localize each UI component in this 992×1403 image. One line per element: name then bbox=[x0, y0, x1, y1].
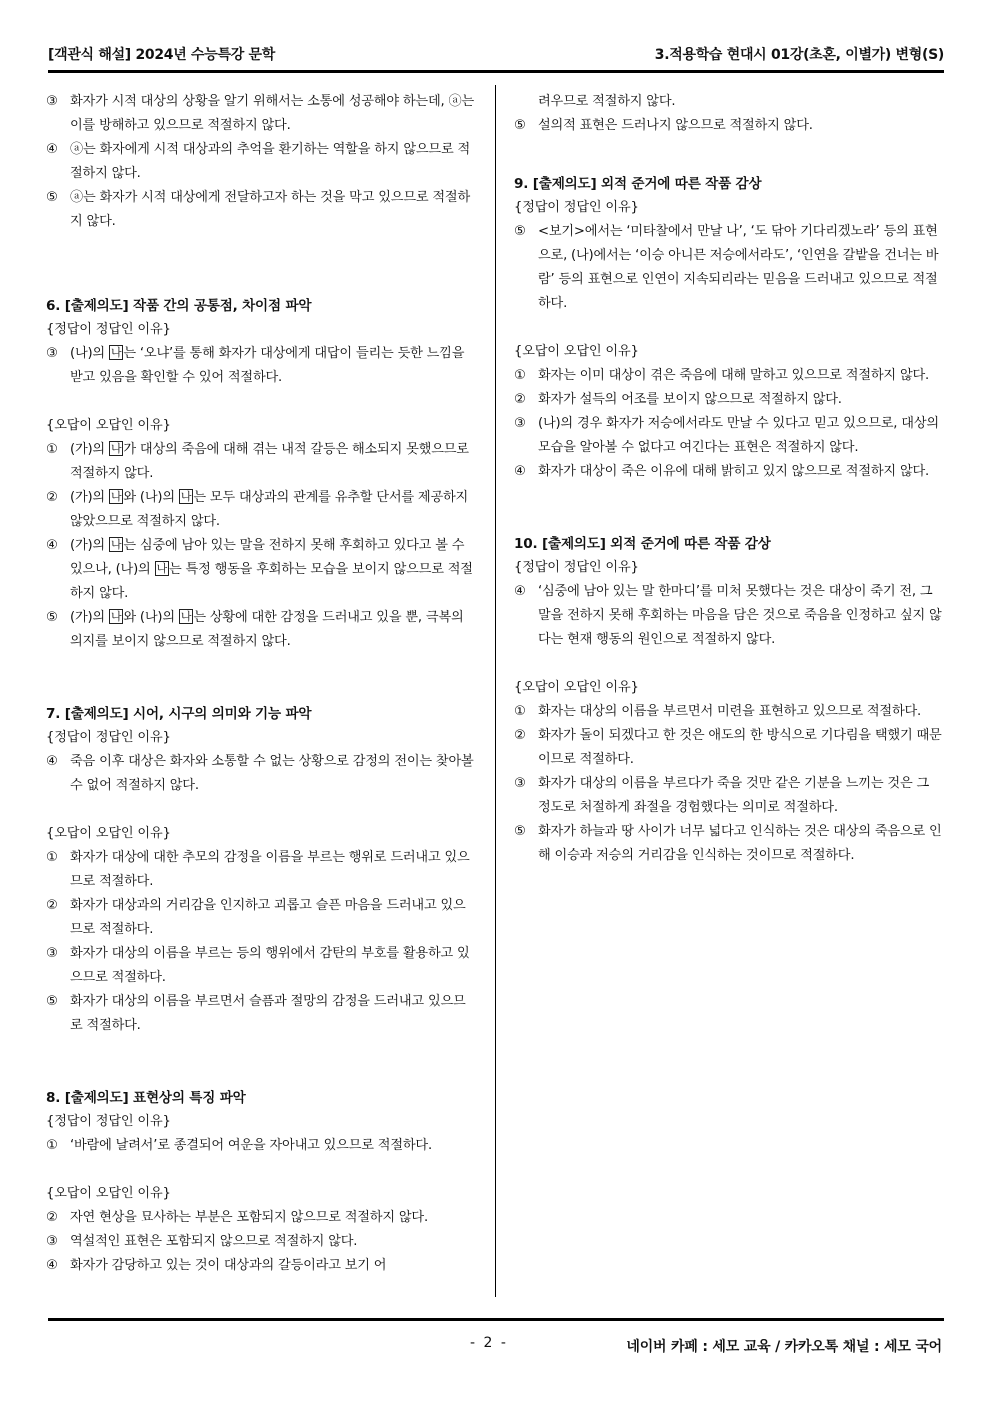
list-item: ④ ‘심중에 남아 있는 말 한마디’를 미처 못했다는 것은 대상이 죽기 전, 그 말을 전하지 못해 후회하는 마음을 담은 것으로 죽음을 인정하고 싶지 않다는 현재 행동의 원인으로 적절하지 않다. bbox=[514, 584, 942, 647]
bottom-rule bbox=[48, 1318, 944, 1321]
list-item: ③ 역설적인 표현은 포함되지 않으므로 적절하지 않다. bbox=[46, 1234, 358, 1249]
correct-label: {정답이 정답인 이유} bbox=[514, 200, 639, 215]
list-item: ④ 죽음 이후 대상은 화자와 소통할 수 없는 상황으로 감정의 전이는 찾아볼 수 없어 적절하지 않다. bbox=[46, 754, 474, 793]
header-subtitle: 3.적용학습 현대시 01강(초혼, 이별가) 변형(S) bbox=[654, 47, 944, 63]
list-item: ⑤ ⓐ는 화자가 시적 대상에게 전달하고자 하는 것을 막고 있으므로 적절하지 않다. bbox=[46, 190, 471, 229]
correct-label: {정답이 정답인 이유} bbox=[46, 1114, 171, 1129]
list-item: ② 화자가 돌이 되겠다고 한 것은 애도의 한 방식으로 기다림을 택했기 때문이므로 적절하다. bbox=[514, 728, 942, 767]
footer-credits: 네이버 카페 : 세모 교육 / 카카오톡 채널 : 세모 국어 bbox=[626, 1339, 942, 1355]
wrong-label: {오답이 오답인 이유} bbox=[46, 826, 171, 841]
list-item: ④ (가)의 나 는 심중에 남아 있는 말을 전하지 못해 후회하고 있다고 볼 수 있으나, (나)의 나 는 특정 행동을 후회하는 모습을 보이지 않으므로 적절하지 않다. bbox=[46, 538, 473, 601]
list-item-continued: 려우므로 적절하지 않다. bbox=[538, 94, 676, 109]
left-column bbox=[46, 90, 476, 1278]
boxed-na: 나 bbox=[110, 490, 122, 503]
correct-label: {정답이 정답인 이유} bbox=[514, 560, 639, 575]
list-item: ⑤ 화자가 대상의 이름을 부르면서 슬픔과 절망의 감정을 드러내고 있으므로 적절하다. bbox=[46, 994, 466, 1033]
boxed-na: 나 bbox=[180, 610, 192, 623]
list-item: ⑤ (가)의 나 와 (나)의 나 는 상황에 대한 감정을 드러내고 있을 뿐, 극복의 의지를 보이지 않으므로 적절하지 않다. bbox=[46, 610, 464, 649]
right-column bbox=[514, 90, 944, 868]
list-item: ⑤ 화자가 하늘과 땅 사이가 너무 넓다고 인식하는 것은 대상의 죽음으로 인해 이승과 저승의 거리감을 인식하는 것이므로 적절하다. bbox=[514, 824, 942, 863]
header-title: [객관식 해설] 2024년 수능특강 문학 bbox=[48, 47, 275, 63]
wrong-label: {오답이 오답인 이유} bbox=[514, 680, 639, 695]
list-item: ② 화자가 대상과의 거리감을 인지하고 괴롭고 슬픈 마음을 드러내고 있으므로 적절하다. bbox=[46, 898, 466, 937]
list-item: ② 자연 현상을 묘사하는 부분은 포함되지 않으므로 적절하지 않다. bbox=[46, 1210, 428, 1225]
list-item: ① ‘바람에 날려서’로 종결되어 여운을 자아내고 있으므로 적절하다. bbox=[46, 1138, 432, 1153]
list-item: ① 화자는 이미 대상이 겪은 죽음에 대해 말하고 있으므로 적절하지 않다. bbox=[514, 368, 930, 383]
boxed-na: 나 bbox=[156, 562, 167, 575]
list-item: ① 화자는 대상의 이름을 부르면서 미련을 표현하고 있으므로 적절하다. bbox=[514, 704, 922, 719]
list-item: ④ ⓐ는 화자에게 시적 대상과의 추억을 환기하는 역할을 하지 않으므로 적절하지 않다. bbox=[46, 142, 471, 181]
question-9-title: 9. [출제의도] 외적 준거에 따른 작품 감상 bbox=[514, 176, 762, 192]
top-rule bbox=[48, 70, 944, 73]
boxed-na: 나 bbox=[110, 346, 122, 359]
list-item: ② 화자가 설득의 어조를 보이지 않으므로 적절하지 않다. bbox=[514, 392, 842, 407]
question-8-title: 8. [출제의도] 표현상의 특징 파악 bbox=[46, 1090, 246, 1106]
list-item: ② (가)의 나 와 (나)의 나 는 모두 대상과의 관계를 유추할 단서를 제공하지 않았으므로 적절하지 않다. bbox=[46, 490, 469, 529]
page-number: - 2 - bbox=[470, 1335, 508, 1351]
list-item: ① 화자가 대상에 대한 추모의 감정을 이름을 부르는 행위로 드러내고 있으므로 적절하다. bbox=[46, 850, 470, 889]
list-item: ③ 화자가 대상의 이름을 부르는 등의 행위에서 감탄의 부호를 활용하고 있으므로 적절하다. bbox=[46, 946, 470, 985]
question-6-title: 6. [출제의도] 작품 간의 공통점, 차이점 파악 bbox=[46, 298, 312, 314]
column-divider bbox=[495, 85, 496, 1297]
list-item: ① (가)의 나 가 대상의 죽음에 대해 겪는 내적 갈등은 해소되지 못했으므로 적절하지 않다. bbox=[46, 442, 469, 481]
correct-label: {정답이 정답인 이유} bbox=[46, 322, 171, 337]
boxed-na: 나 bbox=[110, 442, 122, 455]
list-item: ④ 화자가 감당하고 있는 것이 대상과의 갈등이라고 보기 어 bbox=[46, 1258, 387, 1273]
wrong-label: {오답이 오답인 이유} bbox=[46, 1186, 171, 1201]
list-item: ③ (나)의 나 는 ‘오냐’를 통해 화자가 대상에게 대답이 들리는 듯한 느낌을 받고 있음을 확인할 수 있어 적절하다. bbox=[46, 346, 465, 385]
boxed-na: 나 bbox=[110, 610, 122, 623]
list-item: ⑤ <보기>에서는 ‘미타찰에서 만날 나’, ‘도 닦아 기다리겠노라’ 등의 표현으로, (나)에서는 ‘이승 아니믄 저승에서라도’, ‘인연을 갈밭을 건너는 바람’ 등의 표현으로 인연이 지속되리라는 믿음을 드러내고 있으므로 적절하다. bbox=[514, 224, 939, 311]
list-item: ③ 화자가 시적 대상의 상황을 알기 위해서는 소통에 성공해야 하는데, ⓐ는 이를 방해하고 있으므로 적절하지 않다. bbox=[46, 94, 474, 133]
wrong-label: {오답이 오답인 이유} bbox=[514, 344, 639, 359]
question-10-title: 10. [출제의도] 외적 준거에 따른 작품 감상 bbox=[514, 536, 771, 552]
list-item: ③ (나)의 경우 화자가 저승에서라도 만날 수 있다고 믿고 있으므로, 대상의 모습을 알아볼 수 없다고 여긴다는 표현은 적절하지 않다. bbox=[514, 416, 939, 455]
list-item: ③ 화자가 대상의 이름을 부르다가 죽을 것만 같은 기분을 느끼는 것은 그 정도로 처절하게 좌절을 경험했다는 의미로 적절하다. bbox=[514, 776, 930, 815]
wrong-label: {오답이 오답인 이유} bbox=[46, 418, 171, 433]
list-item: ④ 화자가 대상이 죽은 이유에 대해 밝히고 있지 않으므로 적절하지 않다. bbox=[514, 464, 930, 479]
list-item: ⑤ 설의적 표현은 드러나지 않으므로 적절하지 않다. bbox=[514, 118, 813, 133]
question-7-title: 7. [출제의도] 시어, 시구의 의미와 기능 파악 bbox=[46, 706, 312, 722]
correct-label: {정답이 정답인 이유} bbox=[46, 730, 171, 745]
boxed-na: 나 bbox=[180, 490, 192, 503]
boxed-na: 나 bbox=[110, 538, 122, 551]
page-header bbox=[48, 44, 944, 68]
